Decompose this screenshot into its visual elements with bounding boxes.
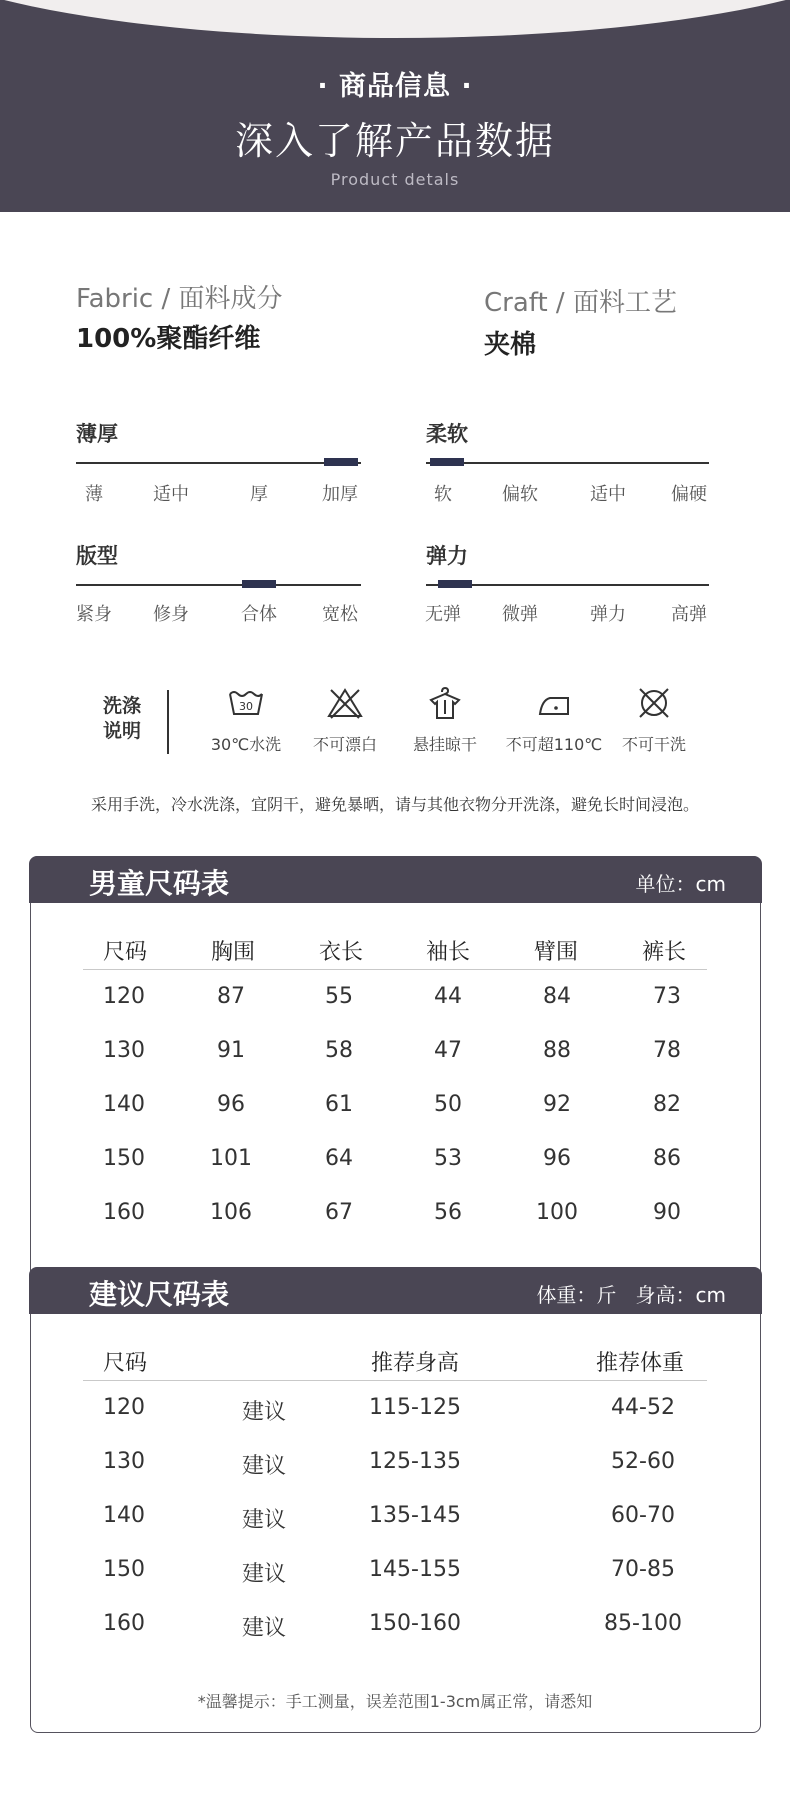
care-item-no-bleach [290, 686, 400, 755]
scale-option: 偏硬 [671, 484, 707, 505]
fabric-value: 100%聚酯纤维 [76, 324, 261, 354]
scale-selected-marker [324, 458, 358, 466]
wash-30-icon [226, 686, 266, 720]
scale-title: 版型 [76, 544, 118, 568]
iron-max-110-icon [534, 686, 574, 720]
section-kicker: · 商品信息 · [317, 71, 473, 102]
hang-dry-icon [425, 686, 465, 720]
craft-label: Craft / 面料工艺 [484, 288, 677, 318]
svg-text:30: 30 [239, 700, 253, 713]
care-note: 采用手洗，冷水洗涤，宜阴干，避免暴晒，请与其他衣物分开洗涤，避免长时间浸泡。 [90, 795, 699, 814]
care-item-iron [499, 686, 609, 755]
scale-option: 合体 [241, 604, 277, 625]
column-header: 胸围 [210, 940, 255, 965]
scale-track [76, 584, 361, 586]
care-label: 不可漂白 [312, 735, 377, 754]
column-header: 裤长 [641, 940, 686, 965]
scale-title: 柔软 [426, 422, 468, 446]
care-divider [167, 690, 169, 754]
scale-selected-marker [430, 458, 464, 466]
care-label: 悬挂晾干 [412, 735, 477, 754]
scale-track [76, 462, 361, 464]
no-bleach-icon [325, 686, 365, 720]
scale-option: 适中 [590, 484, 626, 505]
scale-option: 弹力 [590, 604, 626, 625]
scale-title: 弹力 [426, 544, 468, 568]
care-item-no-dry-clean [599, 686, 709, 755]
scale-option: 加厚 [322, 484, 358, 505]
page-title: 深入了解产品数据 [234, 119, 555, 163]
scale-selected-marker [438, 580, 472, 588]
column-header: 袖长 [425, 940, 470, 965]
suggest-size-table-title: 建议尺码表 [89, 1278, 230, 1311]
column-header: 推荐体重 [595, 1351, 684, 1376]
craft-value: 夹棉 [484, 330, 537, 360]
suggest-size-table-unit: 体重：斤 身高：cm [536, 1283, 726, 1307]
care-heading: 洗涤 说明 [102, 695, 141, 742]
scale-option: 宽松 [322, 604, 358, 625]
fabric-label: Fabric / 面料成分 [76, 284, 283, 314]
measurement-footnote: *温馨提示：手工测量，误差范围1-3cm属正常，请悉知 [197, 1692, 593, 1711]
header-divider [83, 969, 707, 970]
header-divider [83, 1380, 707, 1381]
banner-arc [0, 0, 790, 38]
care-item-wash [191, 686, 301, 755]
care-label: 不可干洗 [621, 735, 686, 754]
scale-option: 无弹 [425, 604, 461, 625]
scale-option: 厚 [250, 484, 268, 505]
scale-option: 高弹 [671, 604, 707, 625]
column-header: 尺码 [102, 1351, 147, 1376]
column-header: 尺码 [102, 940, 147, 965]
boys-size-table-unit: 单位：cm [635, 872, 726, 896]
header-banner [0, 0, 790, 212]
scale-selected-marker [242, 580, 276, 588]
scale-option: 软 [434, 484, 452, 505]
scale-option: 修身 [153, 604, 189, 625]
scale-option: 微弹 [502, 604, 538, 625]
scale-title: 薄厚 [76, 422, 118, 446]
scale-option: 适中 [153, 484, 189, 505]
scale-option: 紧身 [76, 604, 112, 625]
scale-option: 薄 [85, 484, 103, 505]
suggest-size-table-header [29, 1267, 762, 1314]
no-dry-clean-icon [634, 686, 674, 720]
boys-size-table-title: 男童尺码表 [89, 867, 230, 900]
boys-size-table-header [29, 856, 762, 903]
column-header: 衣长 [318, 940, 363, 965]
care-item-hang-dry [390, 686, 500, 755]
scale-option: 偏软 [502, 484, 538, 505]
column-header: 推荐身高 [370, 1351, 459, 1376]
column-header: 臂围 [533, 940, 578, 965]
care-label: 不可超110℃ [505, 735, 603, 754]
scale-track [426, 462, 709, 464]
page-subtitle: Product detals [330, 170, 460, 189]
care-label: 30℃水洗 [210, 735, 282, 754]
